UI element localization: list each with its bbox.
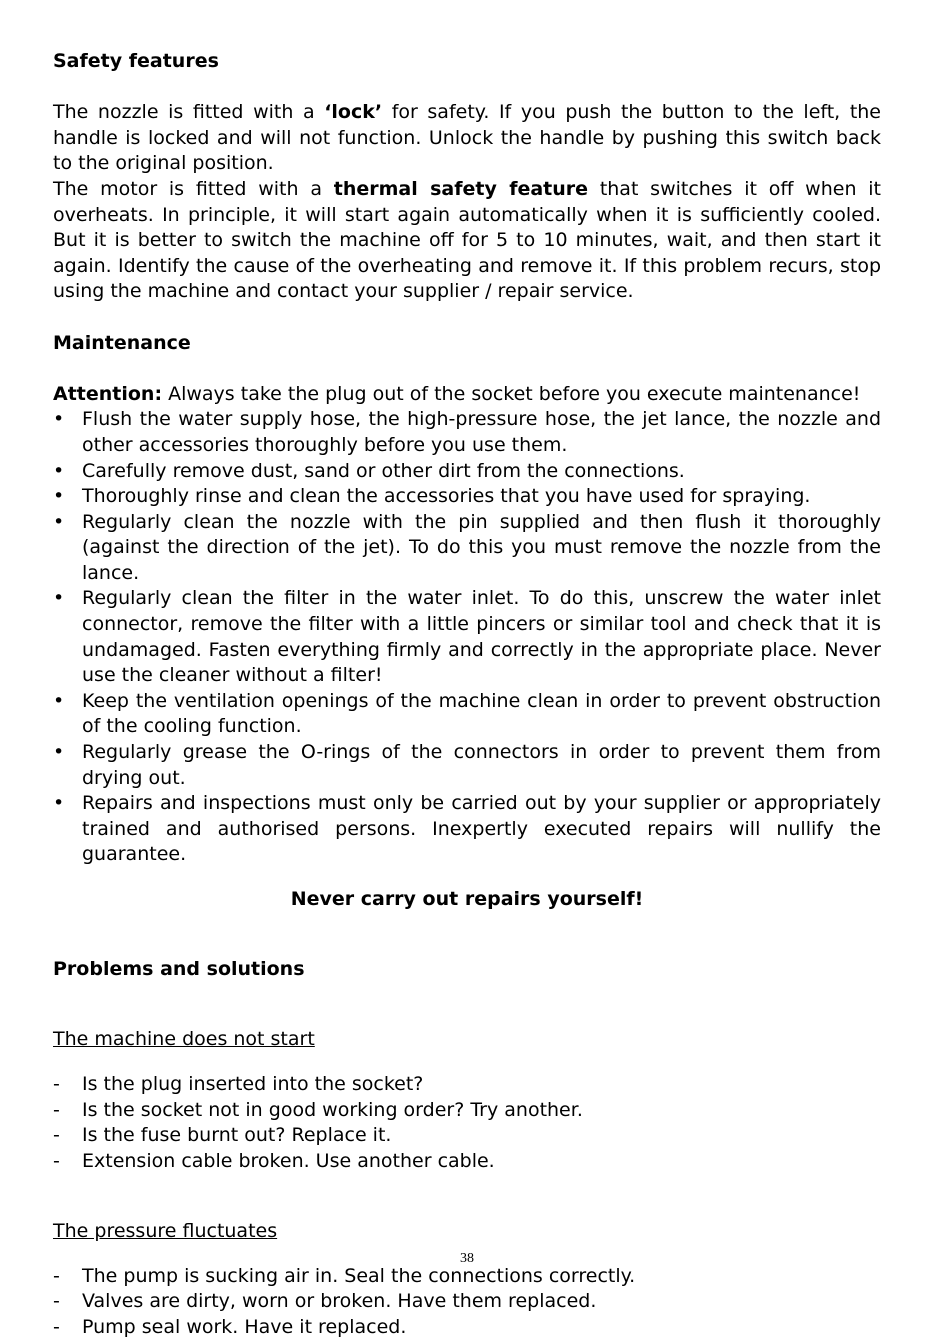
list-item — [53, 484, 881, 510]
dash-icon: - — [53, 1072, 60, 1095]
attention-label: Attention: — [53, 382, 163, 405]
page-number: 38 — [460, 1251, 474, 1266]
list-item — [53, 689, 881, 740]
thermal-paragraph-start: The motor is fitted with a — [53, 177, 334, 200]
list-item-text: Thoroughly rinse and clean the accessories that you have used for spraying. — [82, 485, 811, 508]
pressure-subheading: The pressure fluctuates — [53, 1219, 278, 1242]
thermal-paragraph-end: that switches it off when it overheats. In principle, it will start again automatically when it is sufficiently cooled. But it is better to switch the machine off for 5 to 10 minutes, wait, and then start it again. Identify the cause of the overheating and remove it. If this problem recurs, stop using the machine and contact your supplier / repair service. — [53, 177, 881, 303]
repair-warning: Never carry out repairs yourself! — [290, 888, 644, 910]
list-item — [53, 1315, 881, 1340]
list-item-text: Is the plug inserted into the socket? — [82, 1072, 424, 1095]
list-item — [53, 407, 881, 458]
dash-icon: - — [53, 1264, 60, 1287]
dash-icon: - — [53, 1315, 60, 1338]
bullet-icon: • — [53, 689, 65, 712]
list-item-text: Is the fuse burnt out? Replace it. — [82, 1124, 392, 1147]
safety-features-heading: Safety features — [53, 50, 219, 72]
list-item-text: Regularly clean the nozzle with the pin supplied and then flush it thoroughly (against the direction of the jet). To do this you must remove the nozzle from the lance. — [82, 510, 881, 584]
list-item-text: Carefully remove dust, sand or other dirt from the connections. — [82, 459, 685, 482]
dash-icon: - — [53, 1290, 60, 1313]
manual-page — [53, 49, 881, 1340]
list-item-text: Regularly grease the O-rings of the connectors in order to prevent them from drying out. — [82, 741, 881, 789]
bullet-icon: • — [53, 408, 65, 431]
list-item — [53, 791, 881, 868]
spacer — [53, 75, 881, 101]
spacer — [53, 356, 881, 382]
list-item-text: Extension cable broken. Use another cable. — [82, 1149, 495, 1172]
spacer — [53, 983, 881, 1009]
bullet-icon: • — [53, 741, 65, 764]
list-item — [53, 510, 881, 587]
no-start-subheading: The machine does not start — [53, 1028, 315, 1051]
list-item-text: Flush the water supply hose, the high-pressure hose, the jet lance, the nozzle and other accessories thoroughly before you use them. — [82, 408, 881, 456]
maintenance-list — [53, 407, 881, 868]
lock-paragraph-start: The nozzle is fitted with a — [53, 101, 325, 124]
list-item — [53, 586, 881, 688]
bullet-icon: • — [53, 587, 65, 610]
list-item — [53, 459, 881, 485]
spacer — [53, 1174, 881, 1200]
lock-term: ‘lock’ — [324, 101, 383, 124]
list-item — [53, 1098, 881, 1124]
list-item-text: The pump is sucking air in. Seal the connections correctly. — [82, 1264, 636, 1287]
attention-text: Always take the plug out of the socket before you execute maintenance! — [162, 382, 861, 405]
maintenance-heading: Maintenance — [53, 331, 191, 354]
bullet-icon: • — [53, 792, 65, 815]
lock-paragraph-end: for safety. If you push the button to the left, the handle is locked and will not function. Unlock the handle by pushing this switch back to the original position. — [53, 101, 881, 175]
thermal-term: thermal safety feature — [333, 177, 589, 200]
list-item — [53, 1289, 881, 1315]
list-item-text: Repairs and inspections must only be carried out by your supplier or appropriately trained and authorised persons. Inexpertly executed repairs will nullify the guarantee. — [82, 792, 881, 866]
spacer — [53, 932, 881, 958]
bullet-icon: • — [53, 510, 65, 533]
list-item-text: Regularly clean the filter in the water inlet. To do this, unscrew the water inlet connector, remove the filter with a little pincers or similar tool and check that it is undamaged. Fasten everything firmly and correctly in the appropriate place. Never use the cleaner without a filter! — [82, 587, 881, 687]
list-item-text: Keep the ventilation openings of the machine clean in order to prevent obstruction of the cooling function. — [82, 689, 881, 738]
thermal-paragraph — [53, 177, 881, 305]
list-item-text: Pump seal work. Have it replaced. — [82, 1315, 407, 1338]
spacer — [53, 305, 881, 331]
dash-icon: - — [53, 1124, 60, 1147]
list-item — [53, 1264, 881, 1290]
attention-paragraph — [53, 382, 881, 408]
bullet-icon: • — [53, 485, 65, 508]
lock-paragraph — [53, 100, 881, 177]
list-item-text: Is the socket not in good working order? Try another. — [82, 1098, 583, 1121]
list-item — [53, 1072, 881, 1098]
problems-heading: Problems and solutions — [53, 958, 305, 981]
list-item — [53, 740, 881, 791]
list-item — [53, 1123, 881, 1149]
dash-icon: - — [53, 1098, 60, 1121]
list-item — [53, 1149, 881, 1175]
list-item-text: Valves are dirty, worn or broken. Have them replaced. — [82, 1290, 597, 1313]
pressure-list — [53, 1264, 881, 1340]
bullet-icon: • — [53, 459, 65, 482]
no-start-list — [53, 1072, 881, 1174]
dash-icon: - — [53, 1149, 60, 1172]
